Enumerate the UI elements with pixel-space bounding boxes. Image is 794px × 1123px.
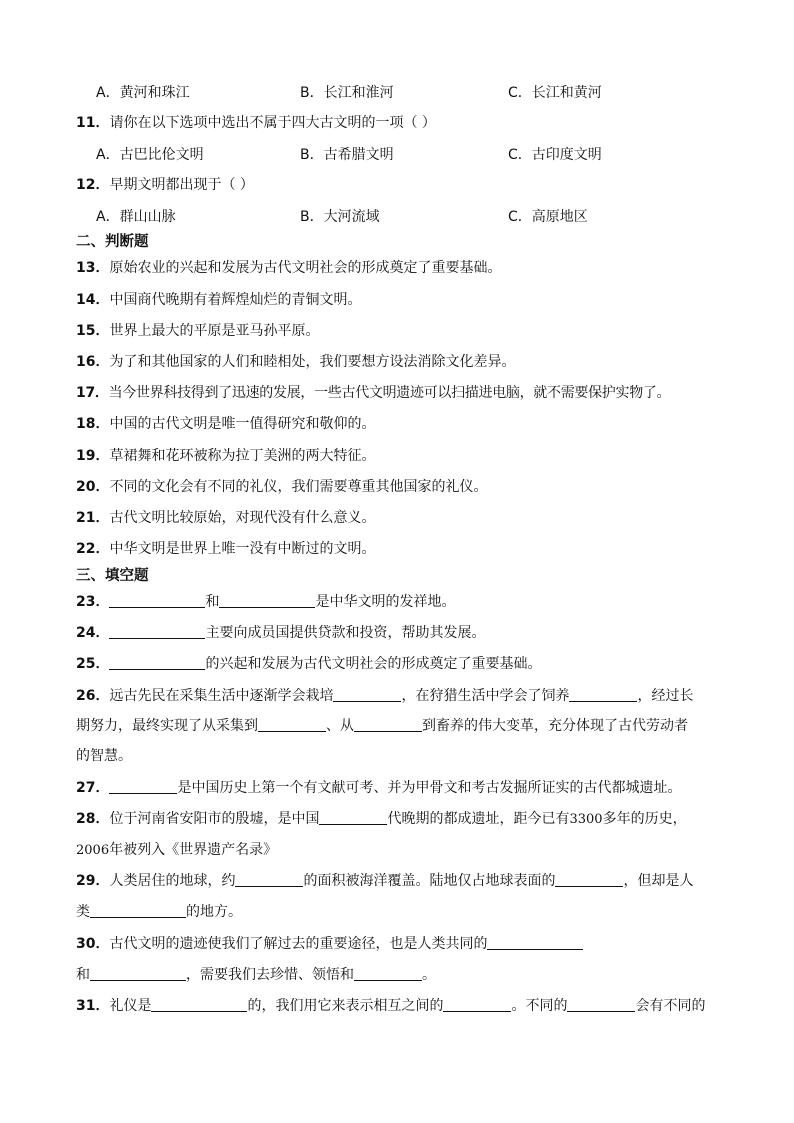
answer-blank[interactable] (487, 935, 583, 950)
question-number: 14． (76, 292, 110, 308)
section-heading-fill: 三、填空题 (76, 568, 149, 584)
option-a: A．古巴比伦文明 (96, 147, 204, 163)
question-number: 16． (76, 354, 110, 370)
question-26-line-1 (76, 686, 724, 706)
answer-blank[interactable] (354, 966, 422, 981)
question-number: 27． (76, 780, 110, 796)
answer-blank[interactable] (151, 997, 247, 1012)
question-29-line-2 (76, 902, 724, 922)
answer-blank[interactable] (258, 717, 326, 732)
question-text: 。 (422, 967, 436, 983)
question-text: 礼仪是 (109, 998, 152, 1014)
question-text: 位于河南省安阳市的殷墟，是中国 (109, 811, 320, 827)
option-a: A．群山山脉 (96, 209, 176, 225)
answer-blank[interactable] (354, 717, 422, 732)
option-b: B．大河流域 (300, 209, 380, 225)
question-12 (76, 175, 724, 195)
question-number: 15． (76, 323, 110, 339)
question-text: 远古先民在采集生活中逐渐学会栽培 (109, 688, 334, 704)
question-18 (76, 414, 724, 434)
question-text: 古代文明比较原始，对现代没有什么意义。 (109, 510, 376, 526)
question-text: 不同的文化会有不同的礼仪，我们需要尊重其他国家的礼仪。 (109, 479, 488, 495)
question-number: 18． (76, 416, 110, 432)
question-text: 的兴起和发展为古代文明社会的形成奠定了重要基础。 (205, 656, 542, 672)
question-text: 和 (76, 967, 90, 983)
question-text: 、从 (326, 718, 354, 734)
question-number: 20． (76, 479, 110, 495)
option-c: C．高原地区 (508, 209, 588, 225)
question-number: 31． (76, 998, 110, 1014)
answer-blank[interactable] (219, 593, 315, 608)
question-text: 请你在以下选项中选出不属于四大古文明的一项（ ） (109, 115, 436, 131)
question-text: 早期文明都出现于（ ） (109, 177, 254, 193)
answer-blank[interactable] (567, 997, 635, 1012)
question-number: 25． (76, 656, 110, 672)
question-13 (76, 258, 724, 278)
question-text: 期努力，最终实现了从采集到 (76, 718, 258, 734)
option-b: B．古希腊文明 (300, 147, 394, 163)
year-number: 2006 (76, 843, 110, 858)
question-text: 类 (76, 904, 90, 920)
answer-blank[interactable] (443, 997, 511, 1012)
question-text: 年被列入《世界遗产名录》 (109, 842, 278, 858)
question-11 (76, 113, 724, 133)
question-text: 会有不同的 (635, 998, 706, 1014)
question-text: 到畜养的伟大变革，充分体现了古代劳动者 (422, 718, 688, 734)
answer-blank[interactable] (90, 966, 186, 981)
year-number: 3300 (569, 812, 603, 827)
question-number: 30． (76, 936, 110, 952)
question-14 (76, 290, 724, 310)
answer-blank[interactable] (109, 624, 205, 639)
question-text: 代晚期的都成遗址，距今已有 (387, 811, 570, 827)
question-text: 是中华文明的发祥地。 (315, 594, 456, 610)
question-15 (76, 321, 724, 341)
question-19 (76, 446, 724, 466)
question-29-line-1 (76, 871, 724, 891)
answer-blank[interactable] (109, 593, 205, 608)
question-number: 19． (76, 448, 110, 464)
question-number: 29． (76, 873, 110, 889)
question-30-line-1 (76, 934, 724, 954)
question-22 (76, 539, 724, 559)
question-text: 原始农业的兴起和发展为古代文明社会的形成奠定了重要基础。 (109, 260, 502, 276)
answer-blank[interactable] (235, 872, 303, 887)
question-28-line-1 (76, 809, 724, 830)
answer-blank[interactable] (569, 687, 637, 702)
question-23 (76, 592, 724, 612)
option-c: C．长江和黄河 (508, 85, 602, 101)
question-20 (76, 477, 724, 497)
question-text: 的面积被海洋覆盖。陆地仅占地球表面的 (303, 873, 556, 889)
question-number: 12． (76, 177, 110, 193)
question-26-line-2 (76, 716, 724, 736)
question-text: 中国商代晚期有着辉煌灿烂的青铜文明。 (109, 292, 362, 308)
answer-blank[interactable] (333, 687, 401, 702)
question-text: 的智慧。 (76, 748, 132, 764)
question-text: 中华文明是世界上唯一没有中断过的文明。 (109, 541, 376, 557)
question-text: ，经过长 (637, 688, 694, 704)
question-text: 的，我们用它来表示相互之间的 (247, 998, 444, 1014)
question-text: 。不同的 (511, 998, 568, 1014)
question-25 (76, 654, 724, 674)
question-text: 当今世界科技得到了迅速的发展，一些古代文明遗迹可以扫描进电脑，就不需要保护实物了。 (108, 385, 671, 401)
question-text: ，在狩猎生活中学会了饲养 (401, 688, 570, 704)
question-text: 多年的历史， (602, 811, 687, 827)
answer-blank[interactable] (319, 810, 387, 825)
answer-blank[interactable] (109, 779, 177, 794)
question-number: 24． (76, 625, 110, 641)
option-c: C．古印度文明 (508, 147, 602, 163)
question-number: 23． (76, 594, 110, 610)
answer-blank[interactable] (109, 655, 205, 670)
question-24 (76, 623, 724, 643)
question-text: ，需要我们去珍惜、领悟和 (186, 967, 354, 983)
question-text: 是中国历史上第一个有文献可考、并为甲骨文和考古发掘所证实的古代都城遗址。 (177, 780, 682, 796)
question-text: 世界上最大的平原是亚马孙平原。 (109, 323, 320, 339)
question-text: ，但却是人 (623, 873, 694, 889)
question-number: 28． (76, 811, 110, 827)
question-text: 和 (205, 594, 220, 610)
answer-blank[interactable] (555, 872, 623, 887)
question-28-line-2 (76, 840, 724, 861)
option-a: A．黄河和珠江 (96, 85, 190, 101)
question-27 (76, 778, 724, 798)
option-b: B．长江和淮河 (300, 85, 394, 101)
question-text: 人类居住的地球，约 (109, 873, 236, 889)
question-number: 22． (76, 541, 110, 557)
question-number: 11． (76, 115, 110, 131)
question-text: 中国的古代文明是唯一值得研究和敬仰的。 (109, 416, 376, 432)
question-text: 为了和其他国家的人们和睦相处，我们要想方设法消除文化差异。 (109, 354, 516, 370)
question-number: 13． (76, 260, 110, 276)
section-heading-judge: 二、判断题 (76, 234, 149, 250)
question-31 (76, 996, 724, 1016)
question-text: 草裙舞和花环被称为拉丁美洲的两大特征。 (109, 448, 376, 464)
question-text: 的地方。 (186, 904, 242, 920)
question-text: 古代文明的遗迹使我们了解过去的重要途径，也是人类共同的 (109, 936, 488, 952)
question-number: 21． (76, 510, 110, 526)
question-number: 26． (76, 688, 110, 704)
question-17 (76, 383, 724, 403)
question-26-line-3 (76, 746, 724, 766)
question-30-line-2 (76, 965, 724, 985)
question-21 (76, 508, 724, 528)
answer-blank[interactable] (90, 903, 186, 918)
question-text: 主要向成员国提供贷款和投资，帮助其发展。 (205, 625, 486, 641)
question-16 (76, 352, 724, 372)
question-number: 17． (76, 385, 109, 401)
